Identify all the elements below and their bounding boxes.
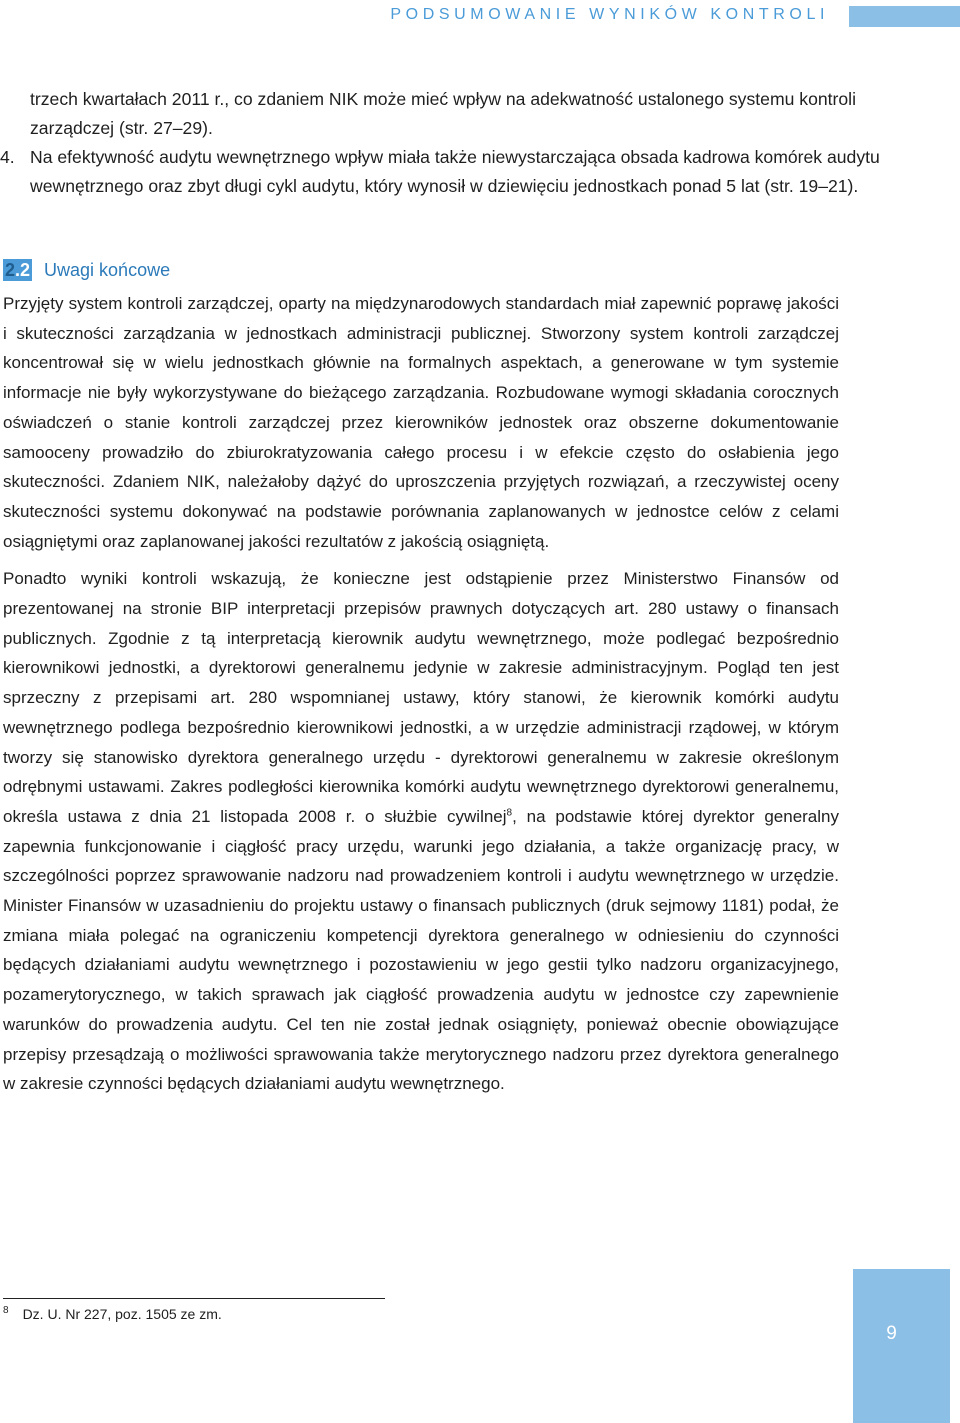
body-paragraph-part: Ponadto wyniki kontroli wskazują, że konieczne jest odstąpienie przez Ministerstwo Finansów od prezentowanej na stronie BIP interpretacji przepisów prawnych dotyczących art. 280 ustawy o finansach publicznych. Zgodnie z tą interpretacją kierownik audytu wewnętrznego, może podlegać bezpośrednio kierownikowi jednostki, a dyrektorowi generalnemu jedynie w zakresie administracyjnym. Pogląd ten jest sprzeczny z przepisami art. 280 wspomnianej ustawy, który stanowi, że kierownik komórki audytu wewnętrznego podlega bezpośrednio kierownikowi jednostki, a w urzędzie administracji rządowej, w którym tworzy się stanowisko dyrektora generalnego urzędu - dyrektorowi generalnemu w zakresie określonym odrębnymi ustawami. Zakres podległości kierownika komórki audytu wewnętrznego dyrektorowi generalnemu, określa ustawa z dnia 21 listopada 2008 r. o służbie cywilnej <box>3 569 839 826</box>
footnote-marker: 8 <box>3 1305 9 1317</box>
list-item-number: 4. <box>0 147 15 167</box>
list-item <box>0 143 944 201</box>
body-paragraph: Przyjęty system kontroli zarządczej, oparty na międzynarodowych standardach miał zapewnić poprawę jakości i skuteczności zarządzania w jednostkach administracji publicznej. Stworzony system kontroli zarządczej koncentrował się w wielu jednostkach głównie na formalnych aspektach, a generowane w tym systemie informacje nie były wykorzystywane do bieżącego zarządzania. Rozbudowane wymogi składania corocznych oświadczeń o stanie kontroli zarządczej przez kierowników jednostek oraz obszerne dokumentowanie samooceny prowadziło do zbiurokratyzowania całego procesu i w efekcie często do osłabienia jego skuteczności. Zdaniem NIK, należałoby dążyć do uproszczenia przyjętych rozwiązań, a rzeczywistej oceny skuteczności systemu dokonywać na podstawie porównania zaplanowanych w jednostce celów z celami osiągniętymi oraz zaplanowanej jakości rezultatów z jakością osiągniętą. <box>3 294 839 551</box>
footnote-divider <box>3 1298 385 1299</box>
intro-continuation-text: trzech kwartałach 2011 r., co zdaniem NIK może mieć wpływ na adekwatność ustalonego systemu kontroli zarządczej (str. 27–29). <box>30 89 856 138</box>
section-body <box>3 289 839 1099</box>
list-item-text: Na efektywność audytu wewnętrznego wpływ miała także niewystarczająca obsada kadrowa komórek audytu wewnętrznego oraz zbyt długi cykl audytu, który wynosił w dziewięciu jednostkach ponad 5 lat (str. 19–21). <box>30 147 880 196</box>
page-number-tab <box>853 1269 950 1423</box>
body-paragraph <box>3 564 839 1099</box>
section-number-major: 2 <box>5 260 16 280</box>
body-paragraph-part: , na podstawie której dyrektor generalny zapewnia funkcjonowanie i ciągłość pracy urzędu, warunki jego działania, a także organizację pracy, w szczególności poprzez sprawowanie nadzoru nad prowadzeniem kontroli i audytu wewnętrznego w urzędzie. Minister Finansów w uzasadnieniu do projektu ustawy o finansach publicznych (druk sejmowy 1181) podał, że zmiana miała polegać na ograniczeniu kompetencji dyrektora generalnego w odniesieniu do czynności będących działaniami audytu wewnętrznego i pozostawieniu w jego gestii tylko nadzoru organizacyjnego, pozamerytorycznego, w takich sprawach jak ciągłość prowadzenia audytu w jednostce czy zapewnienie warunków do prowadzenia audytu. Cel ten nie został jednak osiągnięty, ponieważ obecnie obowiązujące przepisy przesądzają o możliwości sprawowania także merytorycznego nadzoru przez dyrektora generalnego w zakresie czynności będących działaniami audytu wewnętrznego. <box>3 806 839 1094</box>
page-number: 9 <box>886 1323 897 1344</box>
section-number-minor: .2 <box>15 260 31 280</box>
intro-block <box>0 85 944 201</box>
section-heading <box>3 257 170 283</box>
footnote <box>3 1305 222 1323</box>
header-tab-decoration <box>849 6 960 27</box>
findings-list <box>0 143 944 201</box>
section-title: Uwagi końcowe <box>44 259 171 280</box>
footnote-text: Dz. U. Nr 227, poz. 1505 ze zm. <box>22 1306 222 1322</box>
footnote-reference: 8 <box>506 807 513 819</box>
running-header-title: PODSUMOWANIE WYNIKÓW KONTROLI <box>390 6 829 23</box>
section-number <box>3 259 32 281</box>
